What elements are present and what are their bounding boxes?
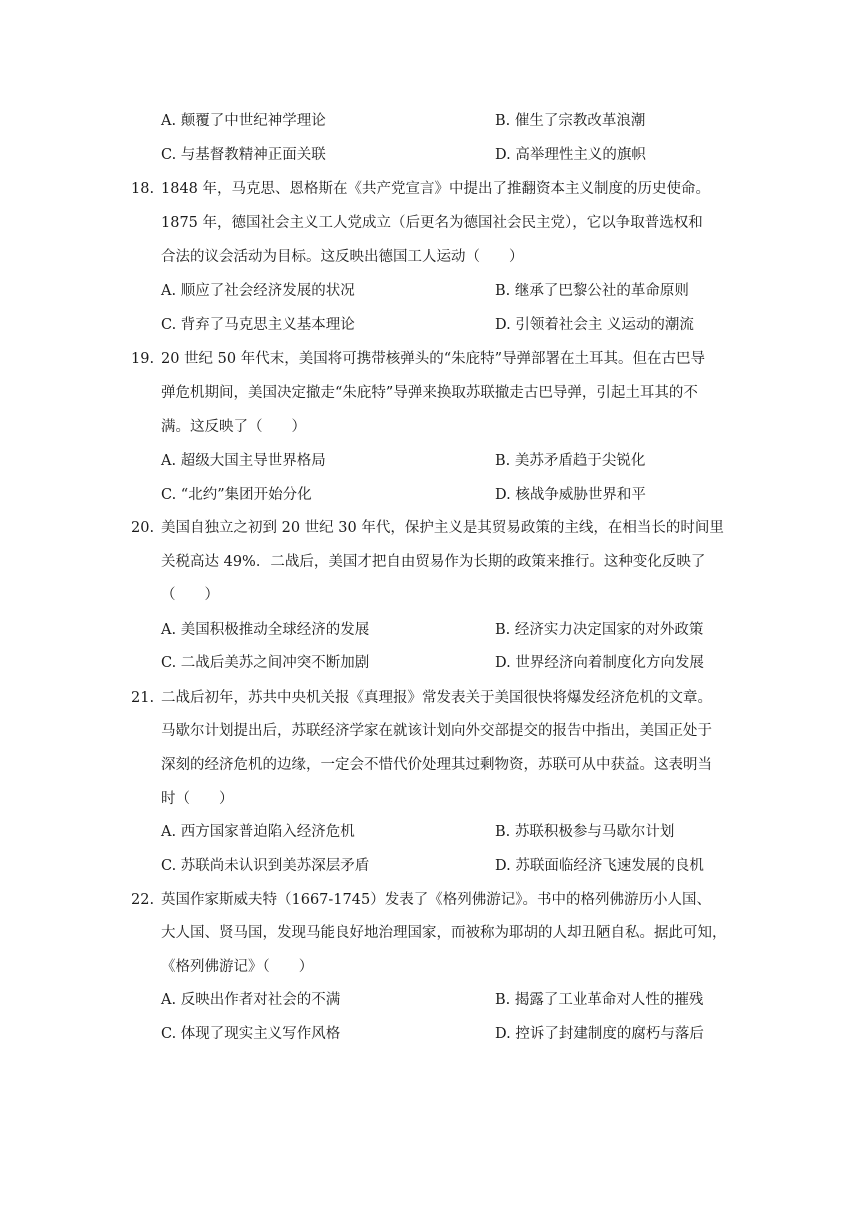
q18-option-c: C. 背弃了马克思主义基本理论	[161, 317, 355, 333]
q18-option-b: B. 继承了巴黎公社的革命原则	[495, 283, 689, 299]
q17-option-b: B. 催生了宗教改革浪潮	[495, 113, 646, 129]
q18-stem-line: 1875 年，德国社会主义工人党成立（后更名为德国社会民主党），它以争取普选权和	[161, 215, 703, 231]
q19-option-a: A. 超级大国主导世界格局	[161, 453, 326, 469]
q19-stem-line: 弹危机期间，美国决定撤走“朱庇特”导弹来换取苏联撤走古巴导弹，引起土耳其的不	[161, 385, 698, 401]
q22-option-c: C. 体现了现实主义写作风格	[161, 1026, 341, 1042]
q17-option-a: A. 颠覆了中世纪神学理论	[161, 113, 326, 129]
q18-stem-line: 1848 年，马克思、恩格斯在《共产党宣言》中提出了推翻资本主义制度的历史使命。	[161, 181, 711, 197]
q18-option-d: D. 引领着社会主 义运动的潮流	[495, 317, 694, 333]
q20-stem-line: 美国自独立之初到 20 世纪 30 年代，保护主义是其贸易政策的主线，在相当长的时间里	[161, 520, 724, 536]
q19-stem-line: 满。这反映了（ ）	[161, 419, 306, 435]
q21-stem-line: 二战后初年，苏共中央机关报《真理报》常发表关于美国很快将爆发经济危机的文章。	[161, 690, 712, 706]
q20-stem-line: （ ）	[161, 587, 219, 603]
q21-option-d: D. 苏联面临经济飞速发展的良机	[495, 858, 704, 874]
q21-stem-line: 马歇尔计划提出后，苏联经济学家在就该计划向外交部提交的报告中指出，美国正处于	[161, 723, 712, 739]
q18-option-a: A. 顺应了社会经济发展的状况	[161, 283, 355, 299]
q21-option-c: C. 苏联尚未认识到美苏深层矛盾	[161, 858, 370, 874]
q17-option-d: D. 高举理性主义的旗帜	[495, 147, 646, 163]
q22-option-d: D. 控诉了封建制度的腐朽与落后	[495, 1026, 704, 1042]
q20-number: 20.	[131, 520, 155, 536]
q18-stem-line: 合法的议会活动为目标。这反映出德国工人运动（ ）	[161, 249, 524, 265]
q19-number: 19.	[131, 351, 155, 367]
q21-option-a: A. 西方国家普迫陷入经济危机	[161, 824, 355, 840]
q21-number: 21.	[131, 690, 155, 706]
q19-option-b: B. 美苏矛盾趋于尖锐化	[495, 453, 646, 469]
q21-stem-line: 时（ ）	[161, 791, 234, 807]
q22-stem-line: 大人国、贤马国，发现马能良好地治理国家，而被称为耶胡的人却丑陋自私。据此可知，	[161, 925, 727, 941]
q22-stem-line: 英国作家斯威夫特（1667-1745）发表了《格列佛游记》。书中的格列佛游历小人国、	[161, 892, 711, 908]
q20-stem-line: 关税高达 49%．二战后，美国才把自由贸易作为长期的政策来推行。这种变化反映了	[161, 554, 706, 570]
q21-option-b: B. 苏联积极参与马歇尔计划	[495, 824, 675, 840]
q20-option-c: C. 二战后美苏之间冲突不断加剧	[161, 655, 370, 671]
q19-option-c: C. “北约”集团开始分化	[161, 487, 312, 503]
q21-stem-line: 深刻的经济危机的边缘，一定会不惜代价处理其过剩物资，苏联可从中获益。这表明当	[161, 757, 712, 773]
q17-option-c: C. 与基督教精神正面关联	[161, 147, 326, 163]
q20-option-b: B. 经济实力决定国家的对外政策	[495, 622, 704, 638]
q22-option-b: B. 揭露了工业革命对人性的摧残	[495, 992, 704, 1008]
q19-stem-line: 20 世纪 50 年代末，美国将可携带核弹头的“朱庇特”导弹部署在土耳其。但在古巴导	[161, 351, 706, 367]
q20-option-d: D. 世界经济向着制度化方向发展	[495, 655, 704, 671]
q22-stem-line: 《格列佛游记》（ ）	[161, 959, 314, 975]
q22-option-a: A. 反映出作者对社会的不满	[161, 992, 341, 1008]
q22-number: 22.	[131, 892, 155, 908]
q19-option-d: D. 核战争威胁世界和平	[495, 487, 646, 503]
q18-number: 18.	[131, 181, 155, 197]
q20-option-a: A. 美国积极推动全球经济的发展	[161, 622, 370, 638]
